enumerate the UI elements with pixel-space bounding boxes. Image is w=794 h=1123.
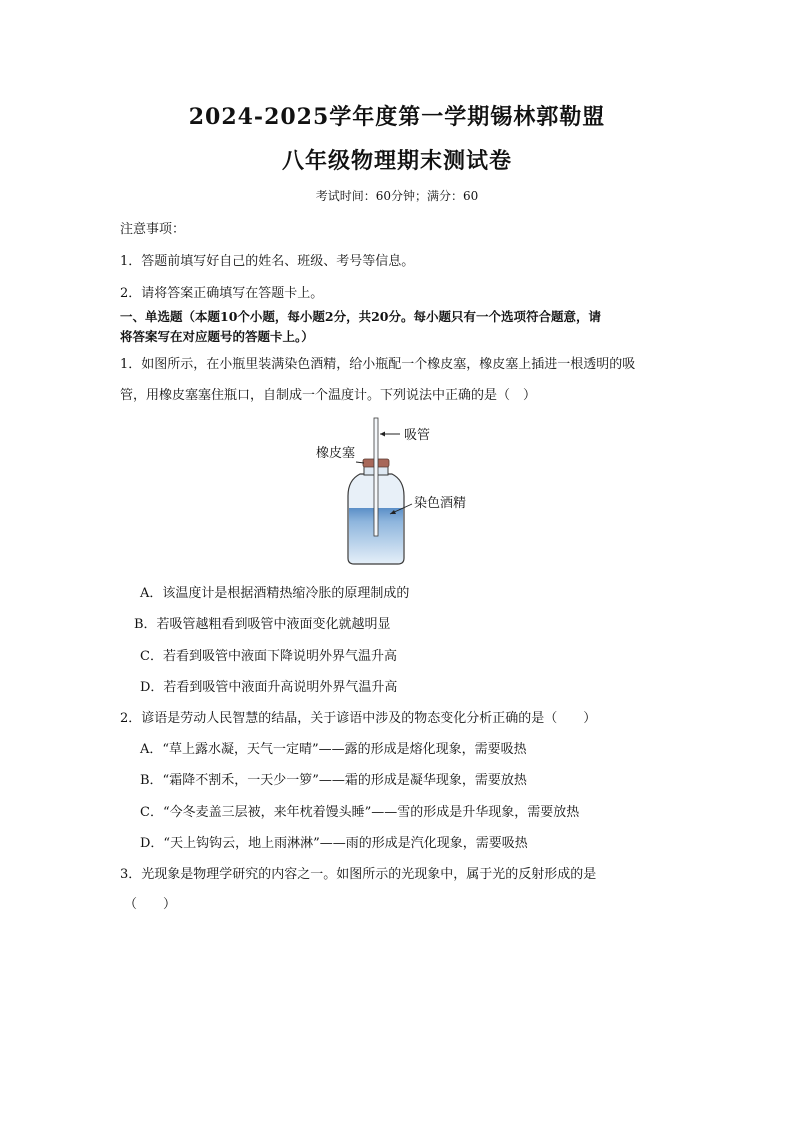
q1-option-c: C．若看到吸管中液面下降说明外界气温升高 <box>140 649 397 664</box>
exam-title-line2: 八年级物理期末测试卷 <box>281 148 512 174</box>
exam-time-score: 考试时间：60分钟；满分：60 <box>315 189 479 203</box>
notice-heading: 注意事项： <box>120 222 186 237</box>
q1-option-b: B．若吸管越粗看到吸管中液面变化就越明显 <box>134 617 391 632</box>
q3-stem-line1: 3．光现象是物理学研究的内容之一。如图所示的光现象中，属于光的反射形成的是 <box>120 867 597 882</box>
q1-option-a: A．该温度计是根据酒精热缩冷胀的原理制成的 <box>140 586 410 601</box>
q1-stem-line2: 管，用橡皮塞塞住瓶口，自制成一个温度计。下列说法中正确的是（ ） <box>120 388 537 403</box>
bottle-diagram <box>300 410 500 570</box>
label-alcohol: 染色酒精 <box>414 496 467 511</box>
q2-option-d: D．“天上钩钩云，地上雨淋淋”——雨的形成是汽化现象，需要吸热 <box>140 836 528 851</box>
section-heading-line1: 一、单选题（本题10个小题，每小题2分，共20分。每小题只有一个选项符合题意，请 <box>120 309 601 324</box>
q1-option-d: D．若看到吸管中液面升高说明外界气温升高 <box>140 680 398 695</box>
q2-option-c: C．“今冬麦盖三层被，来年枕着馒头睡”——雪的形成是升华现象，需要放热 <box>140 805 580 820</box>
q3-stem-line2: （ ） <box>124 897 177 912</box>
q2-stem: 2．谚语是劳动人民智慧的结晶，关于谚语中涉及的物态变化分析正确的是（ ） <box>120 711 597 726</box>
thermometer-figure <box>300 410 500 570</box>
q1-stem-line1: 1．如图所示，在小瓶里装满染色酒精，给小瓶配一个橡皮塞，橡皮塞上插进一根透明的吸 <box>120 357 636 372</box>
straw <box>374 418 378 536</box>
notice-item-2: 2．请将答案正确填写在答题卡上。 <box>120 286 324 301</box>
q2-option-b: B．“霜降不割禾，一天少一箩”——霜的形成是凝华现象，需要放热 <box>140 773 527 788</box>
label-stopper: 橡皮塞 <box>316 446 356 461</box>
q2-option-a: A．“草上露水凝，天气一定晴”——露的形成是熔化现象，需要吸热 <box>140 742 527 757</box>
section-heading-line2: 将答案写在对应题号的答题卡上。） <box>120 329 314 344</box>
notice-item-1: 1．答题前填写好自己的姓名、班级、考号等信息。 <box>120 254 415 269</box>
exam-title-line1: 2024-2025学年度第一学期锡林郭勒盟 <box>188 104 606 130</box>
label-straw: 吸管 <box>404 428 431 443</box>
